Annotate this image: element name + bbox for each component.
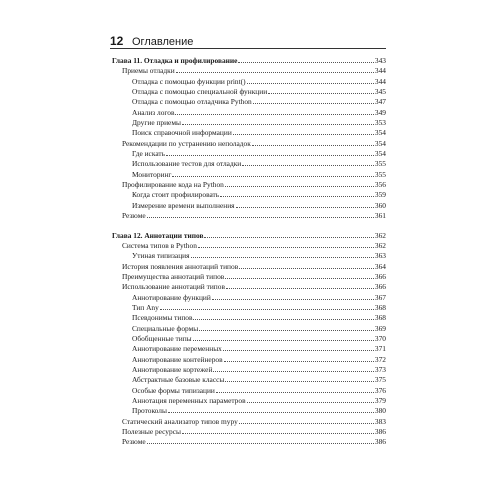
toc-entry-page: 368 [374,313,386,323]
toc-entry-page: 354 [374,128,386,138]
toc-entry [112,436,386,446]
toc-entry [112,374,386,384]
toc-entry [112,312,386,322]
toc-entry-page: 353 [374,118,386,128]
toc-entry-page: 359 [374,190,386,200]
toc-entry [112,200,386,210]
toc-entry-title: Поиск справочной информации [132,128,232,138]
toc-entry-title: Аннотирование функций [132,292,211,302]
dot-leader [236,200,374,208]
dot-leader [239,261,374,269]
toc-entry-title: Когда стоит профилировать [132,190,220,200]
toc-entry-title: Аннотирование кортежей [132,364,213,374]
toc-entry-title: Рекомендации по устранению неполадок [122,138,251,148]
dot-leader [268,86,374,94]
toc-entry [112,333,386,343]
dot-leader [182,117,374,125]
toc-entry [112,210,386,220]
table-of-contents [112,55,386,456]
dot-leader [193,312,373,320]
dot-leader [239,416,374,424]
toc-entry [112,281,386,291]
toc-entry [112,189,386,199]
dot-leader [204,230,373,238]
toc-entry-title: Аннотация переменных параметров [132,396,246,405]
toc-entry [112,385,386,395]
page-number: 12 [110,34,124,48]
toc-entry-title: Псевдонимы типов [132,313,193,323]
toc-entry [112,416,386,426]
toc-entry-page: 345 [374,87,386,97]
toc-entry-title: Обобщенные типы [132,333,192,343]
toc-entry-title: Полезные ресурсы [122,427,181,437]
toc-entry-page: 360 [374,200,386,210]
dot-leader [226,281,374,289]
dot-leader [147,210,374,218]
toc-entry-title: Особые формы типизации [132,385,215,395]
toc-entry-page: 366 [374,271,386,281]
toc-entry [112,148,386,158]
running-header [110,34,390,48]
toc-entry [112,343,386,353]
dot-leader [176,65,374,73]
toc-chapter-block [112,55,386,221]
toc-entry-page: 368 [374,302,386,312]
toc-entry-title: Отладка с помощью отладчика Python [132,97,252,107]
toc-entry-page: 364 [374,261,386,271]
toc-entry-page: 375 [374,375,386,385]
dot-leader [225,271,374,279]
toc-entry-title: Резюме [122,211,146,221]
toc-entry-title: Глава 12. Аннотации типов [112,230,204,240]
dot-leader [224,354,374,362]
dot-leader [193,333,374,341]
dot-leader [168,405,374,413]
toc-entry-title: Статический анализатор типов mypy [122,416,238,426]
toc-entry [112,96,386,106]
toc-entry [112,354,386,364]
toc-entry [112,117,386,127]
toc-entry [112,158,386,168]
toc-entry-title: Утиная типизация [132,251,190,261]
toc-entry-page: 344 [374,66,386,76]
dot-leader [238,55,373,63]
dot-leader [199,323,374,331]
toc-entry [112,364,386,374]
dot-leader [147,436,374,444]
toc-entry-title: Протоколы [132,406,167,416]
toc-entry-title: Анализ логов [132,107,175,117]
dot-leader [166,148,374,156]
toc-entry [112,271,386,281]
toc-entry [112,292,386,302]
toc-entry-page: 343 [374,56,386,65]
dot-leader [182,426,374,434]
dot-leader [191,250,374,258]
toc-entry-title: Аннотирование контейнеров [132,354,223,364]
toc-entry [112,302,386,312]
dot-leader [253,96,374,104]
toc-entry-title: Глава 11. Отладка и профилирование [112,56,238,65]
header-rule [110,48,386,49]
toc-entry-title: Аннотирование переменных [132,344,222,354]
toc-entry-page: 370 [374,333,386,343]
toc-entry-page: 371 [374,344,386,354]
toc-entry-page: 344 [374,76,386,86]
toc-entry-page: 373 [374,364,386,374]
toc-entry-page: 354 [374,138,386,148]
toc-entry [112,86,386,96]
toc-entry [112,107,386,117]
toc-entry-page: 386 [374,427,386,437]
toc-entry-page: 356 [374,180,386,190]
toc-chapter-entry [112,55,386,65]
toc-entry-page: 366 [374,282,386,292]
toc-entry-title: История появления аннотаций типов [122,261,239,271]
toc-entry-page: 367 [374,292,386,302]
dot-leader [225,179,374,187]
toc-entry-page: 379 [374,396,386,405]
dot-leader [216,385,374,393]
dot-leader [225,374,374,382]
dot-leader [198,240,374,248]
toc-entry [112,169,386,179]
toc-entry [112,395,386,405]
toc-entry-page: 380 [374,406,386,416]
toc-entry-title: Система типов в Python [122,240,197,250]
toc-entry-page: 369 [374,323,386,333]
toc-entry-page: 376 [374,385,386,395]
toc-entry-title: Отладка с помощью функции print() [132,76,246,86]
toc-entry-page: 355 [374,169,386,179]
toc-entry-page: 347 [374,97,386,107]
toc-entry-page: 372 [374,354,386,364]
toc-entry-page: 386 [374,437,386,447]
toc-entry-title: Где искать [132,149,166,159]
toc-entry [112,127,386,137]
toc-entry-title: Преимущества аннотаций типов [122,271,225,281]
toc-entry-page: 362 [374,230,386,240]
toc-entry-title: Использование аннотаций типов [122,282,225,292]
dot-leader [233,127,374,135]
dot-leader [175,107,373,115]
dot-leader [213,364,374,372]
toc-entry-title: Приемы отладки [122,66,175,76]
dot-leader [220,189,374,197]
toc-entry [112,179,386,189]
toc-entry-title: Тип Any [132,302,159,312]
toc-entry-page: 362 [374,240,386,250]
toc-entry-title: Использование тестов для отладки [132,159,242,169]
toc-entry-title: Другие приемы [132,118,181,128]
toc-entry [112,426,386,436]
toc-entry-title: Мониторинг [132,169,172,179]
toc-entry-page: 355 [374,159,386,169]
toc-entry [112,65,386,75]
toc-entry-page: 349 [374,107,386,117]
dot-leader [172,169,373,177]
dot-leader [242,158,374,166]
dot-leader [223,343,374,351]
toc-entry-page: 383 [374,416,386,426]
toc-entry [112,76,386,86]
toc-entry-title: Абстрактные базовые классы [132,375,225,385]
toc-entry-title: Резюме [122,437,146,447]
toc-entry-title: Отладка с помощью специальной функции [132,87,268,97]
toc-chapter-entry [112,230,386,240]
toc-chapter-block [112,230,386,447]
toc-entry [112,250,386,260]
toc-entry-title: Измерение времени выполнения [132,200,235,210]
dot-leader [247,395,374,403]
toc-entry [112,261,386,271]
running-header-title: Оглавление [132,36,194,48]
toc-entry-title: Специальные формы [132,323,199,333]
dot-leader [160,302,374,310]
toc-entry [112,405,386,415]
toc-entry [112,323,386,333]
toc-entry [112,138,386,148]
dot-leader [247,76,374,84]
toc-entry-page: 354 [374,149,386,159]
toc-entry-title: Профилирование кода на Python [122,180,224,190]
dot-leader [252,138,374,146]
dot-leader [212,292,374,300]
toc-entry-page: 363 [374,251,386,261]
toc-entry [112,240,386,250]
toc-entry-page: 361 [374,211,386,221]
